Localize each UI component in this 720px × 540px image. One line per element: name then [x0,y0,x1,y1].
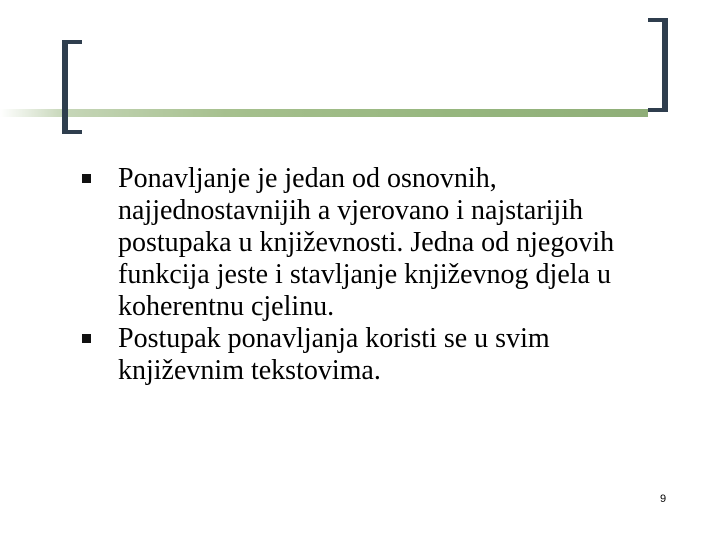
left-bracket-decoration [62,40,82,134]
bullet-item [82,323,642,387]
bullet-text: Postupak ponavljanja koristi se u svim književnim tekstovima. [118,323,550,386]
page-number: 9 [660,493,667,505]
square-bullet-icon [82,174,91,183]
title-accent-bar [0,109,648,117]
square-bullet-icon [82,334,91,343]
bullet-item [82,163,642,323]
right-bracket-decoration [648,18,668,112]
bullet-list [82,163,642,387]
bullet-text: Ponavljanje je jedan od osnovnih, najjednostavnijih a vjerovano i najstarijih postupaka u književnosti. Jedna od njegovih funkcija jeste i stavljanje književnog djela u koherentnu cjelinu. [118,163,615,322]
